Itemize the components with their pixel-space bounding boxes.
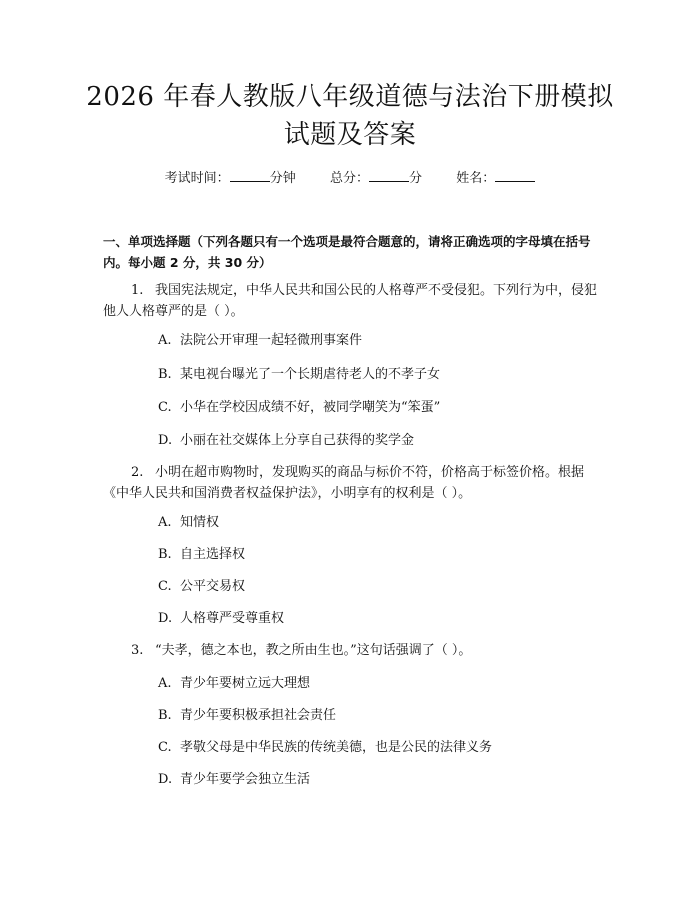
option-text: 公平交易权	[180, 579, 246, 594]
question-text: “夫孝，德之本也，教之所由生也。”这句话强调了（ ）。	[155, 643, 472, 658]
option-letter: A.	[158, 333, 172, 348]
option-letter: C.	[158, 740, 172, 755]
option-3a	[158, 674, 310, 694]
option-letter: C.	[158, 579, 172, 594]
option-letter: A.	[158, 515, 172, 530]
score-unit: 分	[409, 171, 423, 186]
option-letter: C.	[158, 400, 172, 415]
question-2	[103, 462, 603, 504]
question-number: 2.	[131, 465, 144, 480]
section-header: 一、单项选择题（下列各题只有一个选项是最符合题意的，请将正确选项的字母填在括号内。每小题 2 分，共 30 分）	[103, 234, 591, 270]
option-2d	[158, 609, 284, 629]
exam-info	[0, 169, 700, 189]
title-line-1: 2026 年春人教版八年级道德与法治下册模拟	[86, 82, 614, 112]
question-text: 小明在超市购物时，发现购买的商品与标价不符，价格高于标签价格。根据《中华人民共和国消费者权益保护法》，小明享有的权利是（ ）。	[103, 465, 585, 501]
option-3c	[158, 738, 492, 758]
option-1c	[158, 398, 440, 418]
option-text: 知情权	[180, 515, 220, 530]
score-blank	[369, 169, 409, 182]
option-text: 青少年要树立远大理想	[180, 676, 311, 691]
option-text: 青少年要学会独立生活	[180, 772, 311, 787]
time-unit: 分钟	[269, 171, 296, 186]
name-label: 姓名：	[456, 171, 496, 186]
option-2c	[158, 577, 245, 597]
option-2b	[158, 545, 245, 565]
document-title	[60, 78, 640, 154]
option-text: 孝敬父母是中华民族的传统美德，也是公民的法律义务	[180, 740, 493, 755]
question-number: 1.	[131, 283, 144, 298]
question-text: 我国宪法规定，中华人民共和国公民的人格尊严不受侵犯。下列行为中，侵犯他人人格尊严的是（ ）。	[103, 283, 598, 319]
option-letter: B.	[158, 367, 172, 382]
option-1a	[158, 331, 362, 351]
question-3	[103, 640, 603, 661]
option-letter: B.	[158, 708, 172, 723]
option-2a	[158, 513, 219, 533]
option-text: 小丽在社交媒体上分享自己获得的奖学金	[180, 433, 415, 448]
option-letter: D.	[158, 611, 173, 626]
option-text: 人格尊严受尊重权	[180, 611, 285, 626]
option-letter: D.	[158, 433, 173, 448]
option-1d	[158, 431, 414, 451]
option-3d	[158, 770, 310, 790]
option-text: 青少年要积极承担社会责任	[180, 708, 337, 723]
option-text: 某电视台曝光了一个长期虐待老人的不孝子女	[180, 367, 441, 382]
option-text: 法院公开审理一起轻微刑事案件	[180, 333, 363, 348]
option-letter: D.	[158, 772, 173, 787]
option-letter: B.	[158, 547, 172, 562]
option-3b	[158, 706, 336, 726]
question-1	[103, 280, 603, 322]
time-label: 考试时间：	[164, 171, 230, 186]
score-label: 总分：	[329, 171, 369, 186]
question-number: 3.	[131, 643, 144, 658]
option-letter: A.	[158, 676, 172, 691]
option-text: 自主选择权	[180, 547, 246, 562]
name-blank	[495, 169, 535, 182]
option-text: 小华在学校因成绩不好，被同学嘲笑为“笨蛋”	[180, 400, 441, 415]
title-line-2: 试题及答案	[283, 120, 417, 150]
time-blank	[230, 169, 270, 182]
option-1b	[158, 365, 440, 385]
